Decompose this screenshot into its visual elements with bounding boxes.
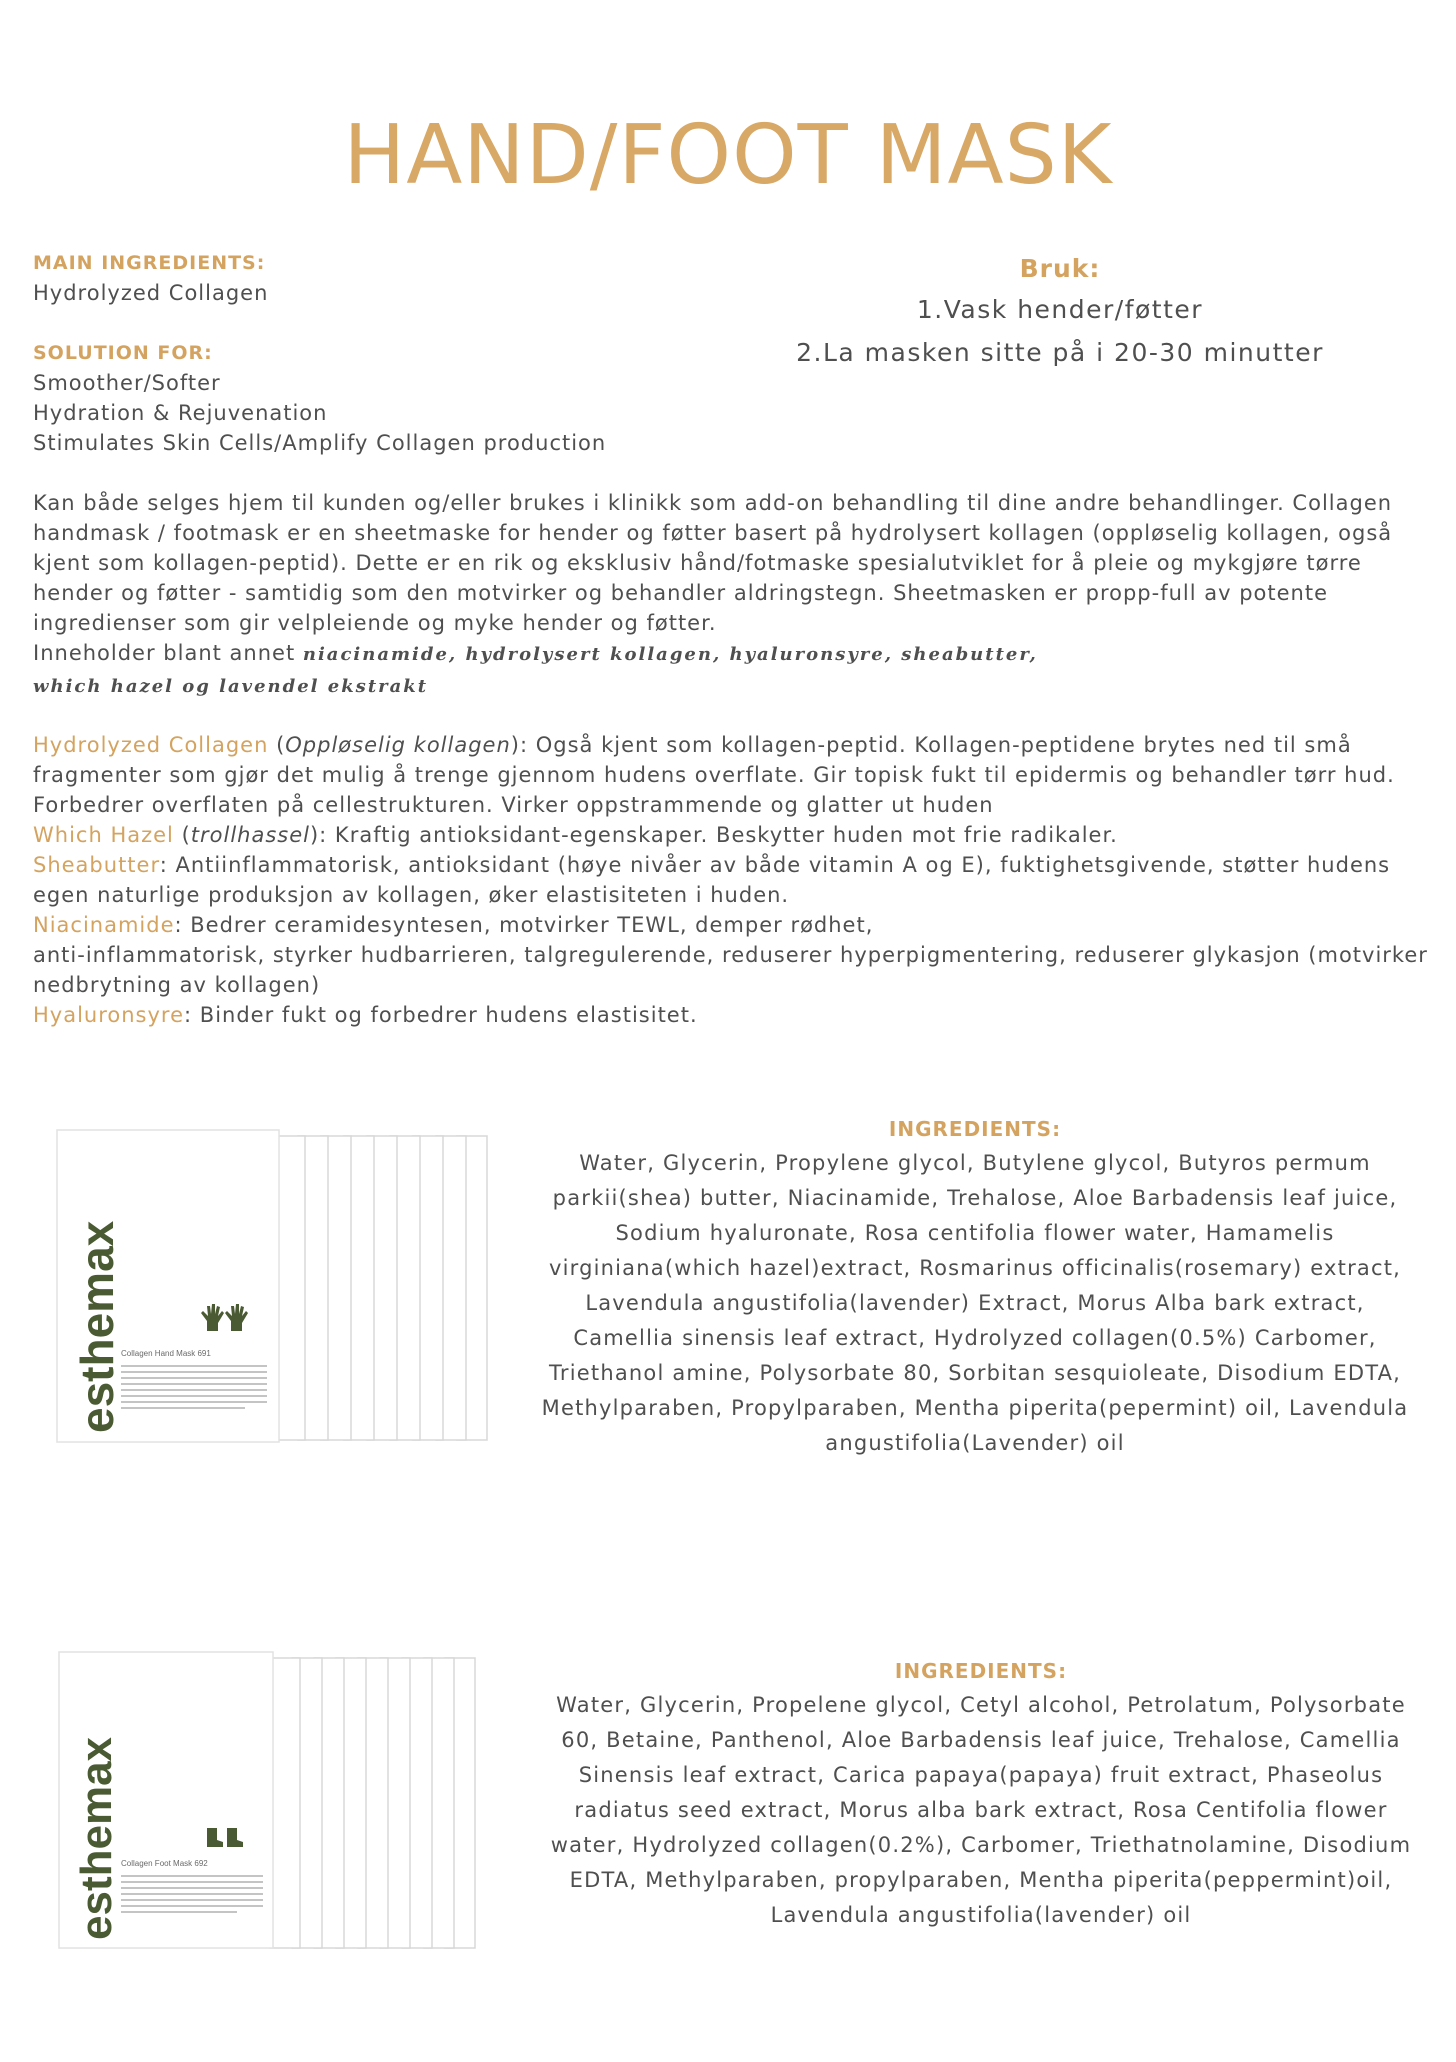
solution-item: Hydration & Rejuvenation (33, 401, 328, 425)
ingredient-detail (33, 1000, 1428, 1030)
intro-text (33, 488, 1428, 702)
ingredient-name: Hydrolyzed Collagen (33, 733, 269, 757)
solution-item: Stimulates Skin Cells/Amplify Collagen production (33, 431, 607, 455)
ingredient-alt-name: trollhassel (190, 823, 310, 847)
contains-prefix: Inneholder blant annet (33, 641, 303, 665)
product-name: Collagen Foot Mask 692 (121, 1859, 208, 1868)
ingredients-list: Water, Glycerin, Propylene glycol, Butylene glycol, Butyros permum parkii(shea) butter, Niacinamide, Trehalose, Aloe Barbadensis leaf juice, Sodium hyaluronate, Rosa centifolia flower water, Hamamelis virginiana(which hazel)extract, Rosmarinus officinalis(rosemary) extract, Lavendula angustifolia(lavender) Extract, Morus Alba bark extract, Camellia sinensis leaf extract, Hydrolyzed collagen(0.5%) Carbomer, Triethanol amine, Polysorbate 80, Sorbitan sesquioleate, Disodium EDTA, Methylparaben, Propylparaben, Mentha piperita(pepermint) oil, Lavendula angustifolia(Lavender) oil (541, 1151, 1409, 1455)
ingredient-detail: Hydrolyzed Collagen (Oppløselig kollagen): Også kjent som kollagen-peptid. Kollagen-peptidene brytes ned til små fragmenter som gjør det mulig å trenge gjennom hudens overflate. Gir topisk fukt til epidermis og behandler tørr hud. Forbedrer overflaten på cellestrukturen. Virker oppstrammende og glatter ut huden (33, 733, 1395, 817)
ingredient-name: Sheabutter (33, 853, 160, 877)
solution-for-label: SOLUTION FOR: (33, 342, 213, 364)
ingredients-list: Water, Glycerin, Propelene glycol, Cetyl alcohol, Petrolatum, Polysorbate 60, Betaine, Panthenol, Aloe Barbadensis leaf juice, Trehalose, Camellia Sinensis leaf extract, Carica papaya(papaya) fruit extract, Phaseolus radiatus seed extract, Morus alba bark extract, Rosa Centifolia flower water, Hydrolyzed collagen(0.2%), Carbomer, Triethatnolamine, Disodium EDTA, Methylparaben, propylparaben, Mentha piperita(peppermint)oil, Lavendula angustifolia(lavender) oil (550, 1693, 1412, 1927)
sachet-stack (270, 1658, 475, 1948)
contains-list: niacinamide, hydrolysert kollagen, hyaluronsyre, sheabutter, (302, 644, 1038, 665)
fine-print-lines (121, 1876, 263, 1912)
usage-step: 2.La masken sitte på i 20-30 minutter (796, 338, 1324, 367)
ingredient-detail (33, 850, 1428, 910)
brand-logo: esthemax (72, 1736, 121, 1940)
usage-section (720, 250, 1400, 374)
sachet-stack (275, 1136, 487, 1440)
ingredient-name: Hyaluronsyre (33, 1003, 185, 1027)
ingredient-name: Which Hazel (33, 823, 174, 847)
foot-mask-product-image (57, 1650, 487, 1950)
ingredients-label: INGREDIENTS: (894, 1659, 1068, 1683)
ingredient-description: : Kraftig antioksidant-egenskaper. Beskytter huden mot frie radikaler. (319, 823, 1118, 847)
ingredient-description: : Antiinflammatorisk, antioksidant (høye nivåer av både vitamin A og E), fuktighetsgivende, støtter hudens egen naturlige produksjon av kollagen, øker elastisiteten i huden. (33, 853, 1391, 907)
ingredient-description: : Også kjent som kollagen-peptid. Kollagen-peptidene brytes ned til små fragmenter som gjør det mulig å trenge gjennom hudens overflate. Gir topisk fukt til epidermis og behandler tørr hud. Forbedrer overflaten på cellestrukturen. Virker oppstrammende og glatter ut huden (33, 733, 1395, 817)
ingredient-description: : Bedrer ceramidesyntesen, motvirker TEWL, demper rødhet, (174, 913, 874, 937)
intro-contains-cont (33, 670, 1428, 702)
main-ingredient-item: Hydrolyzed Collagen (33, 281, 269, 305)
contains-list-cont: which hazel og lavendel ekstrakt (33, 676, 429, 697)
ingredient-detail-cont: anti-inflammatorisk, styrker hudbarrieren, talgregulerende, reduserer hyperpigmentering, reduserer glykasjon (motvirker nedbrytning av kollagen) (33, 943, 1428, 997)
key-facts (33, 248, 733, 458)
intro-contains (33, 638, 1428, 670)
product-name: Collagen Hand Mask 691 (121, 1349, 211, 1358)
solution-item: Smoother/Softer (33, 371, 221, 395)
page-title: HAND/FOOT MASK (343, 108, 1113, 203)
foot-mask-ingredients (550, 1654, 1412, 1933)
intro-paragraph: Kan både selges hjem til kunden og/eller brukes i klinikk som add-on behandling til dine andre behandlinger. Collagen handmask / footmask er en sheetmaske for hender og føtter basert på hydrolysert kollagen (oppløselig kollagen, også kjent som kollagen-peptid). Dette er en rik og eksklusiv hånd/fotmaske spesialutviklet for å pleie og mykgjøre tørre hender og føtter - samtidig som den motvirker og behandler aldringstegn. Sheetmasken er propp-full av potente ingredienser som gir velpleiende og myke hender og føtter. (33, 491, 1393, 635)
ingredient-detail: Which Hazel (trollhassel): Kraftig antioksidant-egenskaper. Beskytter huden mot frie radikaler. (33, 823, 1118, 847)
hand-mask-product-image (55, 1128, 495, 1444)
usage-step: 1.Vask hender/føtter (916, 295, 1204, 324)
usage-label: Bruk: (1019, 254, 1101, 283)
ingredients-label: INGREDIENTS: (888, 1117, 1062, 1141)
ingredient-detail (33, 910, 1428, 940)
ingredient-alt-name: Oppløselig kollagen (285, 733, 511, 757)
hand-mask-ingredients (540, 1112, 1410, 1461)
ingredient-name: Niacinamide (33, 913, 175, 937)
main-ingredients-label: MAIN INGREDIENTS: (33, 252, 266, 274)
ingredient-details (33, 730, 1428, 1030)
brand-logo: esthemax (71, 1220, 123, 1433)
ingredient-description: : Binder fukt og forbedrer hudens elastisitet. (184, 1003, 698, 1027)
